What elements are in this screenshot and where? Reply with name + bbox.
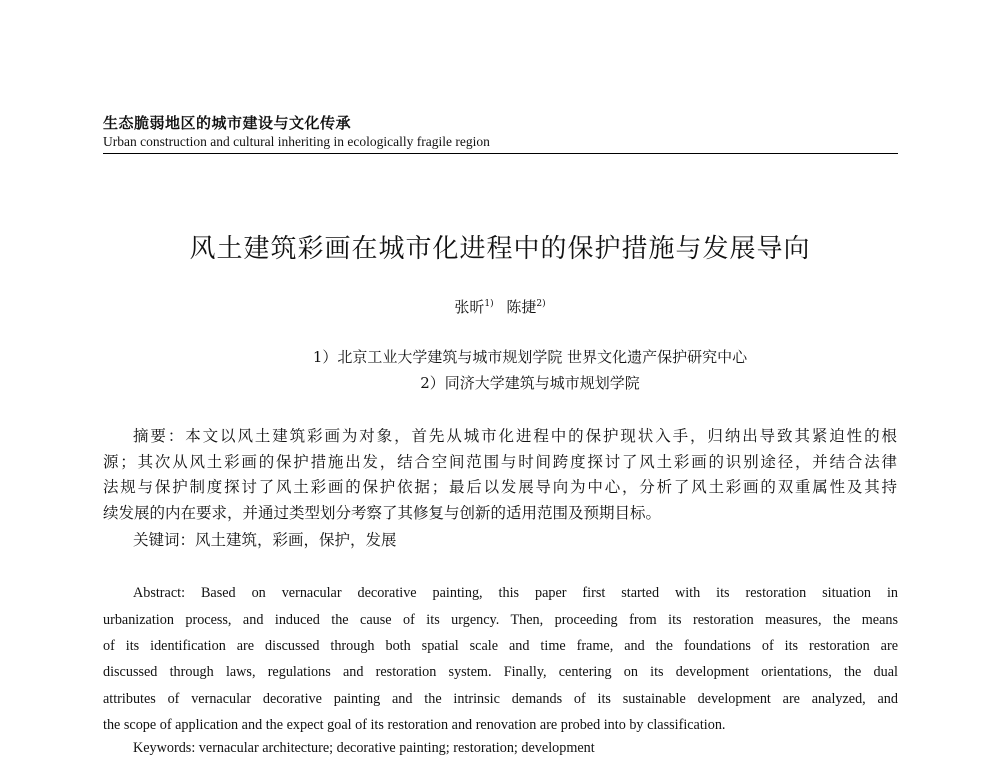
affiliation-2: 2）同济大学建筑与城市规划学院 (420, 374, 640, 392)
paper-title: 风土建筑彩画在城市化进程中的保护措施与发展导向 (189, 234, 811, 264)
abstract-cn-line: 摘要：本文以风土建筑彩画为对象，首先从城市化进程中的保护现状入手，归纳出导致其紧迫性的根 (133, 427, 897, 445)
abstract-en-line: attributes of vernacular decorative painting and the intrinsic demands of its sustainable development are analyzed, and (103, 691, 898, 707)
author-mark: 2) (536, 299, 546, 309)
author-name: 陈捷 (506, 298, 537, 316)
running-header-en: Urban construction and cultural inheriting in ecologically fragile region (103, 134, 490, 149)
header-rule (103, 153, 898, 154)
abstract-cn-line: 法规与保护制度探讨了风土彩画的保护依据；最后以发展导向为中心，分析了风土彩画的双重属性及其持 (103, 478, 897, 496)
abstract-cn-line: 续发展的内在要求，并通过类型划分考察了其修复与创新的适用范围及预期目标。 (103, 504, 662, 522)
author-list (0, 296, 1000, 317)
author-mark: 1) (484, 299, 494, 309)
author (506, 298, 545, 316)
abstract-cn-line: 源；其次从风土彩画的保护措施出发，结合空间范围与时间跨度探讨了风土彩画的识别途径，并结合法律 (103, 453, 897, 471)
abstract-en-line: the scope of application and the expect goal of its restoration and renovation are probed into by classification. (103, 717, 726, 733)
abstract-en-line: Abstract: Based on vernacular decorative painting, this paper first started with its restoration situation in (133, 585, 898, 601)
running-header-cn: 生态脆弱地区的城市建设与文化传承 (103, 114, 352, 132)
abstract-en-line: urbanization process, and induced the cause of its urgency. Then, proceeding from its restoration measures, the means (103, 612, 898, 628)
keywords-cn: 关键词：风土建筑，彩画，保护，发展 (133, 531, 397, 549)
abstract-en-line: discussed through laws, regulations and restoration system. Finally, centering on its development orientations, the dual (103, 664, 898, 680)
affiliation-1: 1）北京工业大学建筑与城市规划学院 世界文化遗产保护研究中心 (312, 348, 748, 366)
abstract-en-line: of its identification are discussed through both spatial scale and time frame, and the foundations of its restoration are (103, 638, 898, 654)
author-name: 张昕 (454, 298, 485, 316)
author (454, 298, 501, 316)
keywords-en: Keywords: vernacular architecture; decorative painting; restoration; development (133, 740, 595, 756)
